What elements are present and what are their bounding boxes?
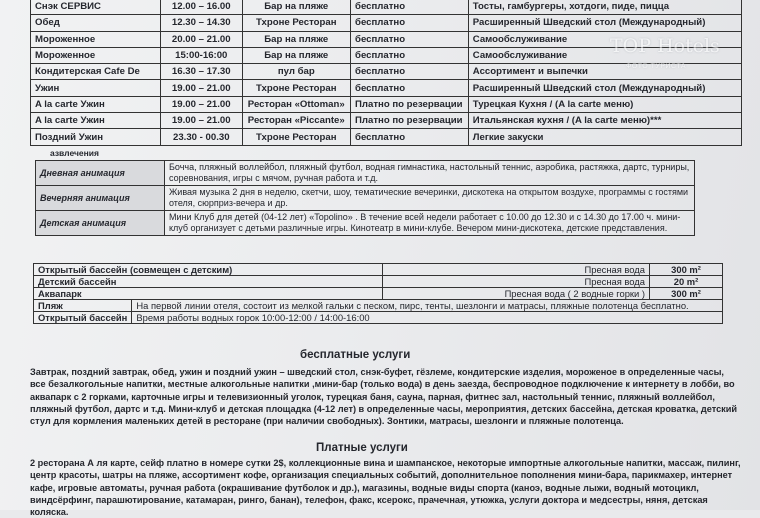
meal-time: 15:00-16:00 — [161, 47, 242, 63]
meal-price: бесплатно — [351, 80, 469, 96]
meal-price: бесплатно — [351, 129, 469, 145]
meal-time: 23.30 - 00.30 — [161, 129, 242, 145]
table-row — [34, 276, 723, 288]
outdoor-pool-label: Открытый бассейн — [34, 312, 132, 324]
table-row — [36, 211, 695, 236]
meal-place: Тхроне Ресторан — [242, 80, 351, 96]
meal-price: бесплатно — [351, 0, 469, 15]
meal-time: 12.30 – 14.30 — [161, 15, 242, 31]
meal-name: Снэк СЕРВИС — [31, 0, 161, 15]
pool-name: Детский бассейн — [34, 276, 383, 288]
meal-name: Обед — [31, 15, 161, 31]
meal-price: Платно по резервации — [351, 113, 469, 129]
meal-time: 19.00 – 21.00 — [161, 80, 242, 96]
meal-price: Платно по резервации — [351, 96, 469, 112]
meal-name: Мороженное — [31, 47, 161, 63]
free-services-title: бесплатные услуги — [300, 349, 411, 361]
pool-area: 300 m² — [650, 264, 723, 276]
pool-name: Аквапарк — [34, 288, 383, 300]
table-row — [31, 113, 742, 129]
meal-place: Бар на пляже — [242, 31, 351, 47]
meal-desc: Самообслуживание — [468, 31, 741, 47]
meal-name: Мороженное — [31, 31, 161, 47]
pools-table — [33, 263, 723, 324]
table-row — [36, 186, 695, 211]
meal-time: 12.00 – 16.00 — [161, 0, 242, 15]
meal-price: бесплатно — [351, 31, 469, 47]
meal-place: Тхроне Ресторан — [242, 15, 351, 31]
free-services-text: Завтрак, поздний завтрак, обед, ужин и поздний ужин – шведский стол, снэк-буфет, гёзлеме, кондитерские изделия, мороженое в определенные часы, все безалкогольные напитки, местные алкогольные напитки ,мини-бар (только вода) в день заезда, беспроводное подключение к интернету в лобби, во аквапарк с 2 горками, карточные игры и телевизионный уголок, турецкая баня, сауна, парная, фитнес зал, настольный теннис, пляжный воллейбол, пляжный футбол, дартс и т.д. Мини-клуб и детская площадка (4-12 лет) в определенные часы, мероприятия, детских бассейна, детская кроватка, детский стул для кормления маленьких детей в ресторане (при наличии свободных). Зонтики, матрасы, шезлонги и пляжные полотенца. — [30, 367, 738, 427]
outdoor-pool-text: Время работы водных горок 10:00-12:00 / 14:00-16:00 — [132, 312, 723, 324]
watermark-brand: TOP Hotels — [610, 35, 720, 57]
pool-area: 20 m² — [650, 276, 723, 288]
meal-place: Бар на пляже — [242, 0, 351, 15]
meal-name: Ужин — [31, 80, 161, 96]
table-row — [31, 96, 742, 112]
row-text: Живая музыка 2 дня в неделю, скетчи, шоу, тематические вечеринки, дискотека на открытом воздухе, программы с гостями отеля, сюрприз-вечера и др. — [165, 186, 695, 211]
entertainment-table — [35, 160, 695, 236]
table-row — [31, 129, 742, 145]
meal-place: Бар на пляже — [242, 47, 351, 63]
tophotels-watermark — [590, 25, 720, 85]
row-label: Дневная анимация — [36, 161, 165, 186]
row-text: Бочча, пляжный воллейбол, пляжный футбол, водная гимнастика, настольный теннис, аэробика, растяжка, дартс, турниры, соревнования, игры с мячом, ручная работа и т.д. — [165, 161, 695, 186]
meal-desc: Тосты, гамбургеры, хотдоги, пиде, пицца — [468, 0, 741, 15]
pool-water: Пресная вода — [383, 264, 650, 276]
meal-desc: Самообслуживание — [468, 47, 741, 63]
row-text: Мини Клуб для детей (04-12 лет) «Topolino» . В течение всей недели работает с 10.00 до 12.30 и с 14.30 до 17.00 ч. мини-клуб организует с детьми различные игры. Кинотеатр в мини-клубе. Вечером мини-дискотека, детские представления. — [165, 211, 695, 236]
row-label: Вечерняя анимация — [36, 186, 165, 211]
table-row — [36, 161, 695, 186]
meal-place: Ресторан «Piccante» — [242, 113, 351, 129]
meal-desc: Расширенный Шведский стол (Международный) — [468, 80, 741, 96]
table-row — [31, 0, 742, 15]
beach-text: На первой линии отеля, состоит из мелкой гальки с песком, пирс, тенты, шезлонги и матрасы, пляжные полотенца бесплатно. — [132, 300, 723, 312]
meal-place: Тхроне Ресторан — [242, 129, 351, 145]
meal-desc: Итальянская кухня / (A la carte меню)*** — [468, 113, 741, 129]
meal-time: 19.00 – 21.00 — [161, 96, 242, 112]
watermark-sub: ФОТО ТУРИСТА — [626, 63, 687, 70]
pool-water: Пресная вода — [383, 276, 650, 288]
meal-time: 16.30 – 17.30 — [161, 64, 242, 80]
meal-price: бесплатно — [351, 15, 469, 31]
beach-label: Пляж — [34, 300, 132, 312]
row-label: Детская анимация — [36, 211, 165, 236]
pool-water: Пресная вода ( 2 водные горки ) — [383, 288, 650, 300]
meal-time: 19.00 – 21.00 — [161, 113, 242, 129]
table-row — [34, 312, 723, 324]
meal-name: A la carte Ужин — [31, 113, 161, 129]
table-row — [34, 300, 723, 312]
pool-area: 300 m² — [650, 288, 723, 300]
meal-desc: Ассортимент и выпечки — [468, 64, 741, 80]
entertainment-title: азвлечения — [50, 148, 99, 158]
meal-name: Кондитерская Cafe De — [31, 64, 161, 80]
meal-price: бесплатно — [351, 64, 469, 80]
paid-services-text: 2 ресторана А ля карте, сейф платно в номере сутки 2$, коллекционные вина и шампанское, некоторые импортные алкогольные напитки, массаж, пилинг, центр красоты, шатры на пляже, ассортимент кофе, организация специальных событий, дополнительное пополнения мини-бара, парикмахер, интернет кафе, игровые автоматы, ручная работа (окрашивание футболок и др.), магазины, водные виды спорта (каноэ, водные лыжи, водный мотоцикл, виндсёрфинг, парашютирование, катамаран, ринго, банан), телефон, факс, ксерокс, прачечная, утюжка, услуги доктора и медсестры, няня, детская коляска. — [30, 458, 741, 518]
meal-name: Поздний Ужин — [31, 129, 161, 145]
paid-services-title: Платные услуги — [316, 442, 408, 454]
meal-desc: Турецкая Кухня / (A la carte меню) — [468, 96, 741, 112]
meal-place: Ресторан «Ottoman» — [242, 96, 351, 112]
table-row — [34, 288, 723, 300]
meal-place: пул бар — [242, 64, 351, 80]
meal-price: бесплатно — [351, 47, 469, 63]
meal-name: A la carte Ужин — [31, 96, 161, 112]
meal-time: 20.00 – 21.00 — [161, 31, 242, 47]
meal-desc: Расширенный Шведский стол (Международный) — [468, 15, 741, 31]
meal-desc: Легкие закуски — [468, 129, 741, 145]
table-row — [34, 264, 723, 276]
pool-name: Открытый бассейн (совмещен с детским) — [34, 264, 383, 276]
